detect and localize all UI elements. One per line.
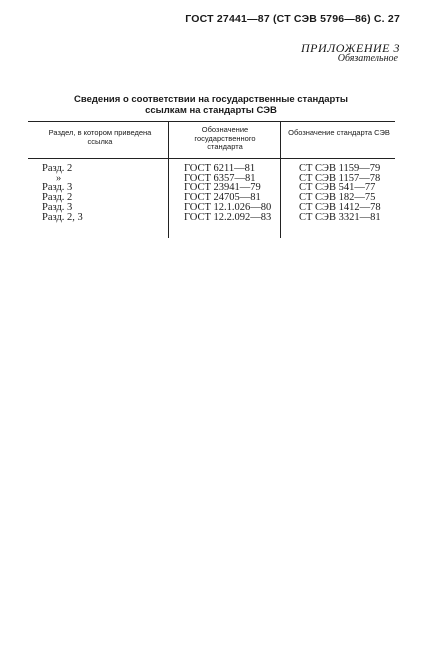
column-header-gost: Обозначение государственного стандарта <box>194 125 256 151</box>
cell-section: » <box>56 172 62 184</box>
table-top-rule <box>28 121 395 122</box>
cell-section: Разд. 2 <box>42 192 73 204</box>
cell-st-sev: СТ СЭВ 3321—81 <box>299 211 381 223</box>
appendix-title: ПРИЛОЖЕНИЕ 3 <box>301 41 400 55</box>
cell-gost: ГОСТ 24705—81 <box>184 192 261 204</box>
cell-section: Разд. 2 <box>42 163 73 174</box>
cell-gost: ГОСТ 6357—81 <box>184 172 256 184</box>
cell-section: Разд. 3 <box>42 182 73 194</box>
cell-gost: ГОСТ 12.2.092—83 <box>184 211 272 223</box>
table-title-line-2: ссылкам на стандарты СЭВ <box>145 105 277 116</box>
cell-section: Разд. 3 <box>42 201 73 213</box>
column-header-st-sev: Обозначение стандарта СЭВ <box>288 128 390 137</box>
column-divider-2 <box>280 121 281 238</box>
cell-gost: ГОСТ 23941—79 <box>184 182 261 194</box>
table-header-rule <box>28 158 395 159</box>
cell-section: Разд. 2, 3 <box>42 211 83 223</box>
cell-gost: ГОСТ 12.1.026—80 <box>184 201 272 213</box>
column-divider-1 <box>168 121 169 238</box>
cell-gost: ГОСТ 6211—81 <box>184 163 256 174</box>
column-header-section: Раздел, в котором приведена ссылка <box>48 128 152 146</box>
cell-st-sev: СТ СЭВ 541—77 <box>299 182 376 194</box>
appendix-subtitle: Обязательное <box>337 53 398 64</box>
cell-st-sev: СТ СЭВ 182—75 <box>299 192 376 204</box>
cell-st-sev: СТ СЭВ 1157—78 <box>299 172 381 184</box>
table-title-line-1: Сведения о соответствии на государственные стандарты <box>74 94 348 105</box>
cell-st-sev: СТ СЭВ 1159—79 <box>299 163 381 174</box>
page-header: ГОСТ 27441—87 (СТ СЭВ 5796—86) С. 27 <box>185 13 400 25</box>
cell-st-sev: СТ СЭВ 1412—78 <box>299 201 381 213</box>
